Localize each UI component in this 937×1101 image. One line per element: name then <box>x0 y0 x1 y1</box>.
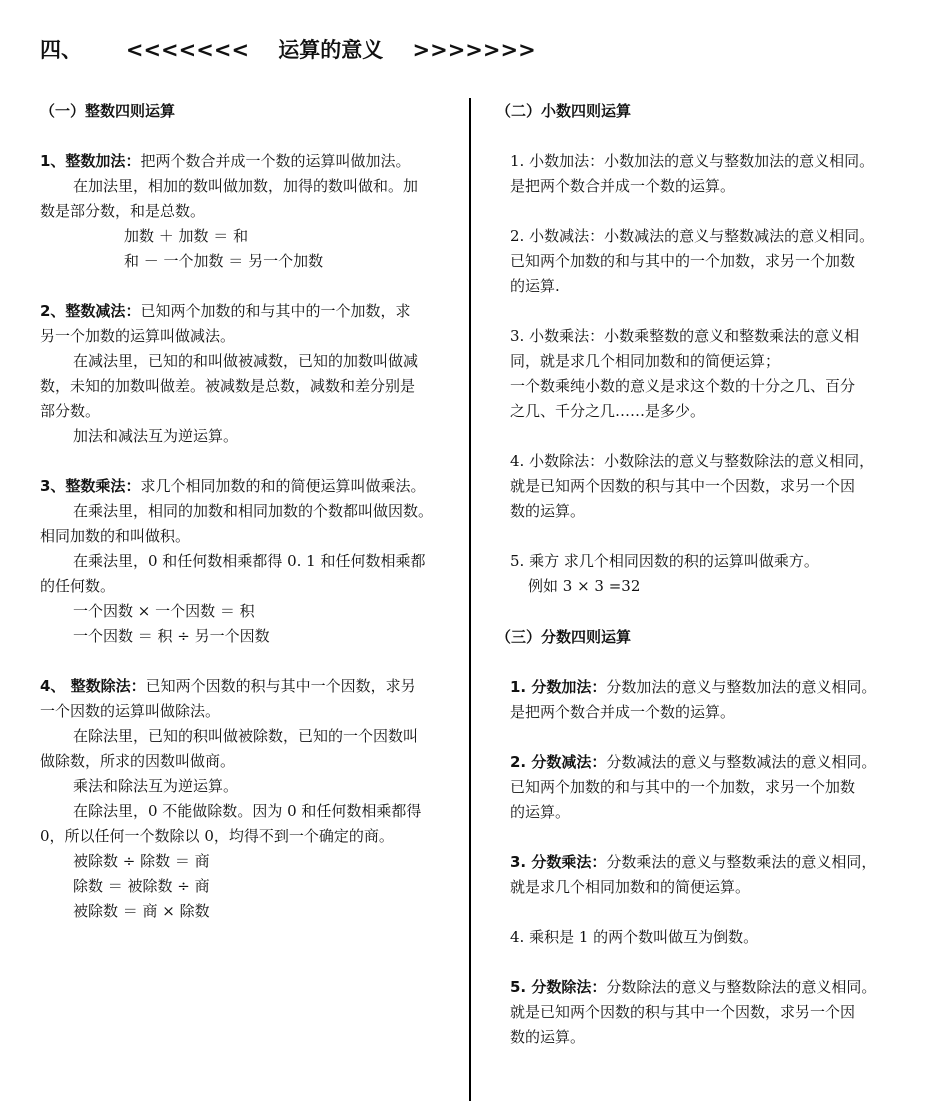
formula: 一个因数 ＝ 积 ÷ 另一个因数 <box>73 627 270 645</box>
text-line: 一个数乘纯小数的意义是求这个数的十分之几、百分 <box>510 377 856 395</box>
text-line: 在除法里，已知的积叫做被除数，已知的一个因数叫 <box>73 727 419 745</box>
text-line: 就是已知两个因数的积与其中一个因数，求另一个因 <box>510 1003 856 1021</box>
fraction-multiplication-label: 3. 分数乘法： <box>510 853 607 871</box>
text-line: 的运算。 <box>510 803 571 821</box>
text-line: 同，就是求几个相同加数和的简便运算； <box>510 352 781 370</box>
formula: 加数 ＋ 加数 ＝ 和 <box>124 227 249 245</box>
text-line: 相同加数的和叫做积。 <box>40 527 191 545</box>
integer-multiplication-label: 3、整数乘法： <box>40 477 141 495</box>
text-line: 部分数。 <box>40 402 101 420</box>
text-line: 是把两个数合并成一个数的运算。 <box>510 703 736 721</box>
text-line: 数的运算。 <box>510 502 586 520</box>
text-line: 在除法里，0 不能做除数。因为 0 和任何数相乘都得 <box>73 802 422 820</box>
fraction-addition-label: 1. 分数加法： <box>510 678 607 696</box>
text-line: 在减法里，已知的和叫做被减数，已知的加数叫做减 <box>73 352 419 370</box>
reciprocal-definition: 4. 乘积是 1 的两个数叫做互为倒数。 <box>510 928 759 946</box>
text-line: 另一个加数的运算叫做减法。 <box>40 327 236 345</box>
formula: 和 － 一个加数 ＝ 另一个加数 <box>124 252 324 270</box>
text-line: 的任何数。 <box>40 577 116 595</box>
text-line: 0，所以任何一个数除以 0，均得不到一个确定的商。 <box>40 827 394 845</box>
right-column <box>496 98 916 1050</box>
section-title-integer: （一）整数四则运算 <box>40 102 176 120</box>
formula: 被除数 ＝ 商 × 除数 <box>73 902 210 920</box>
text-line: 数是部分数，和是总数。 <box>40 202 206 220</box>
text-line: 是把两个数合并成一个数的运算。 <box>510 177 736 195</box>
decimal-addition-definition: 1. 小数加法：小数加法的意义与整数加法的意义相同。 <box>510 152 875 170</box>
section-title-fraction: （三）分数四则运算 <box>496 628 632 646</box>
formula: 除数 ＝ 被除数 ÷ 商 <box>73 877 210 895</box>
page-title: 四、 <<<<<<< 运算的意义 >>>>>>> <box>40 38 536 62</box>
decimal-multiplication-definition: 3. 小数乘法：小数乘整数的意义和整数乘法的意义相 <box>510 327 860 345</box>
fraction-subtraction-definition: 2. 分数减法：分数减法的意义与整数减法的意义相同。 <box>510 753 877 771</box>
text-line: 一个因数的运算叫做除法。 <box>40 702 221 720</box>
integer-addition-definition: 1、整数加法：把两个数合并成一个数的运算叫做加法。 <box>40 152 411 170</box>
fraction-division-definition: 5. 分数除法：分数除法的意义与整数除法的意义相同。 <box>510 978 877 996</box>
text-line: 在加法里，相加的数叫做加数，加得的数叫做和。加 <box>73 177 419 195</box>
fraction-subtraction-label: 2. 分数减法： <box>510 753 607 771</box>
text-line: 加法和减法互为逆运算。 <box>73 427 239 445</box>
decimal-division-definition: 4. 小数除法：小数除法的意义与整数除法的意义相同， <box>510 452 875 470</box>
integer-division-definition: 4、 整数除法：已知两个因数的积与其中一个因数，求另 <box>40 677 416 695</box>
fraction-division-label: 5. 分数除法： <box>510 978 607 996</box>
decimal-subtraction-definition: 2. 小数减法：小数减法的意义与整数减法的意义相同。 <box>510 227 875 245</box>
text-line: 之几、千分之几……是多少。 <box>510 402 706 420</box>
fraction-addition-definition: 1. 分数加法：分数加法的意义与整数加法的意义相同。 <box>510 678 877 696</box>
text-line: 在乘法里，0 和任何数相乘都得 0. 1 和任何数相乘都 <box>73 552 426 570</box>
text-line: 的运算. <box>510 277 560 295</box>
integer-division-label: 4、 整数除法： <box>40 677 146 695</box>
text-line: 就是求几个相同加数和的简便运算。 <box>510 878 751 896</box>
text-line: 数，未知的加数叫做差。被减数是总数，减数和差分别是 <box>40 377 416 395</box>
text-line: 在乘法里，相同的加数和相同加数的个数都叫做因数。 <box>73 502 434 520</box>
text-line: 数的运算。 <box>510 1028 586 1046</box>
text-line: 做除数，所求的因数叫做商。 <box>40 752 236 770</box>
power-example: 例如 3 × 3 =32 <box>528 577 641 595</box>
text-line: 就是已知两个因数的积与其中一个因数，求另一个因 <box>510 477 856 495</box>
integer-addition-label: 1、整数加法： <box>40 152 141 170</box>
integer-multiplication-definition: 3、整数乘法：求几个相同加数的和的简便运算叫做乘法。 <box>40 477 426 495</box>
power-definition: 5. 乘方 求几个相同因数的积的运算叫做乘方。 <box>510 552 819 570</box>
integer-subtraction-label: 2、整数减法： <box>40 302 141 320</box>
formula: 一个因数 × 一个因数 ＝ 积 <box>73 602 255 620</box>
left-column <box>40 98 458 924</box>
column-divider <box>469 98 471 1101</box>
text-line: 乘法和除法互为逆运算。 <box>73 777 239 795</box>
text-line: 已知两个加数的和与其中的一个加数，求另一个加数 <box>510 778 856 796</box>
integer-subtraction-definition: 2、整数减法：已知两个加数的和与其中的一个加数，求 <box>40 302 411 320</box>
section-title-decimal: （二）小数四则运算 <box>496 102 632 120</box>
text-line: 已知两个加数的和与其中的一个加数，求另一个加数 <box>510 252 856 270</box>
formula: 被除数 ÷ 除数 ＝ 商 <box>73 852 210 870</box>
fraction-multiplication-definition: 3. 分数乘法：分数乘法的意义与整数乘法的意义相同， <box>510 853 877 871</box>
